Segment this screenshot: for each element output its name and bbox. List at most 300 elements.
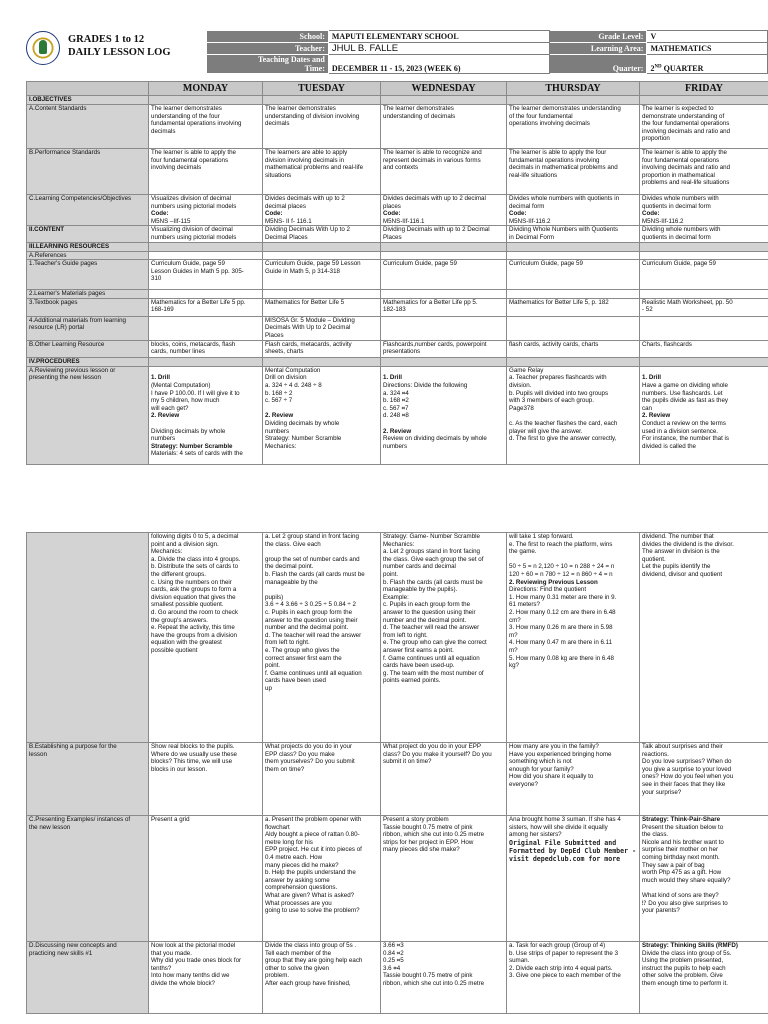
dates-label-line1: Teaching Dates and — [258, 55, 325, 64]
cell-line: point. — [265, 662, 281, 670]
cell-thursday — [507, 251, 640, 260]
cell-monday — [149, 533, 263, 743]
cell-line: (Mental Computation) — [151, 381, 211, 389]
cell-thursday — [507, 226, 640, 242]
lesson-table-page-1 — [26, 81, 768, 465]
cell-friday — [640, 149, 768, 195]
cell-line: Divides whole numbers with quotients in — [509, 195, 620, 202]
lesson-row — [27, 816, 768, 942]
cell-line: 120 ÷ 60 = n 780 ÷ 12 = n 860 ÷ 4 = n — [509, 570, 613, 578]
cell-line: 2. Review — [151, 412, 180, 420]
cell-line: Divide the class into group of 5s . — [265, 942, 357, 949]
row-label-line: C.Learning Competencies/Objectives — [29, 195, 132, 202]
cell-line: Dividing decimals by whole — [151, 427, 226, 435]
cell-line: Dividing Decimals with up to 2 Decimal — [383, 226, 490, 234]
cell-line: Example: — [383, 593, 409, 601]
cell-line: flowchart — [265, 823, 290, 831]
cell-line: a. Let 2 groups stand in front facing — [383, 548, 480, 556]
cell-line: 3.6 ⌗4 — [383, 964, 401, 972]
cell-line: Game Relay — [509, 366, 544, 374]
cell-monday — [149, 105, 263, 149]
cell-line: Using the problem presented, — [642, 957, 724, 965]
cell-line: What kind of sons are they? — [642, 891, 719, 899]
cell-line: c. 567 ÷ 7 — [265, 397, 293, 405]
cell-line: the pupils divide as fast as they — [642, 397, 728, 405]
cell-line: number cards and decimal — [383, 563, 456, 571]
cell-line: numbers — [383, 442, 408, 450]
day-header-row — [27, 82, 768, 96]
row-label-line: 4.Additional materials from learning — [29, 316, 126, 324]
cell-line: Mechanics: — [151, 548, 183, 556]
cell-line: quotients in decimal form — [642, 202, 711, 210]
cell-line: The learner is able to apply the — [151, 149, 236, 156]
area-label: Learning Area: — [550, 43, 647, 55]
cell-line: They saw a pair of bag — [642, 861, 705, 869]
cell-line — [509, 556, 637, 564]
deped-seal-icon — [26, 31, 60, 65]
section-label: IV.PROCEDURES — [27, 357, 149, 366]
cell-line: Strategy: Number Scramble — [151, 442, 233, 450]
row-label — [27, 298, 149, 316]
cell-line: divide the whole block? — [151, 979, 215, 987]
cell-line: situations — [265, 171, 292, 179]
row-label-line: the new lesson — [29, 823, 71, 831]
cell-line — [265, 405, 378, 413]
cell-line: What are given? What is asked? — [265, 891, 355, 899]
cell-line: Decimal Places — [265, 233, 308, 241]
cell-line: d. The teacher will read the answer — [383, 624, 480, 632]
cell-line: operations involving decimals — [509, 120, 590, 128]
cell-line: class? Do you make it yourself? Do you — [383, 750, 492, 758]
cell-line: 3.6 ÷ 4 3.66 ÷ 3 0.25 ÷ 5 0.84 ÷ 2 — [265, 601, 356, 609]
cell-thursday — [507, 816, 640, 942]
cell-line: will each get? — [151, 404, 189, 412]
grade-value: V — [647, 31, 768, 43]
school-value: MAPUTI ELEMENTARY SCHOOL — [328, 31, 550, 43]
row-label-line: practicing new skills #1 — [29, 949, 93, 957]
cell-line: Places — [383, 233, 402, 241]
cell-line: M5NS-IIf-116.2 — [642, 217, 684, 225]
cell-line: correct answer first earn the — [265, 654, 342, 662]
section-label: I.OBJECTIVES — [27, 96, 149, 105]
cell-line: divided is called the — [642, 442, 697, 450]
row-label — [27, 105, 149, 149]
cell-line: b. Flash the cards (all cards must be — [383, 578, 483, 586]
cell-line: g. The team with the most number of — [383, 669, 484, 677]
cell-line: Places — [265, 331, 284, 339]
cell-tuesday — [263, 316, 381, 340]
cell-monday — [149, 226, 263, 242]
quarter-number: 2 — [650, 64, 655, 73]
cell-line: manageable by the pupils). — [383, 586, 458, 594]
cell-line: 168-169 — [151, 306, 174, 314]
cell-thursday — [507, 316, 640, 340]
cell-line: enough for your family? — [509, 765, 574, 773]
cell-line: b. Flash the cards (all cards must be — [265, 570, 365, 578]
cell-line: your surprise? — [642, 788, 682, 796]
cell-line: proportion — [642, 135, 670, 143]
cell-line: What project do you do in your EPP — [383, 743, 482, 750]
cell-line: Flashcards,number cards, powerpoint — [383, 340, 487, 348]
cell-line: among her sisters? — [509, 831, 562, 839]
lesson-row — [27, 105, 768, 149]
lesson-row — [27, 316, 768, 340]
cell-line: involving decimals — [151, 164, 202, 172]
cell-line: the class. Give each group the set of — [383, 555, 484, 563]
cell-line: Code: — [509, 210, 527, 218]
cell-line: The learner demonstrates understanding — [509, 105, 621, 112]
dates-value: DECEMBER 11 - 15, 2023 (WEEK 6) — [328, 55, 550, 74]
cell-line: equation with the greatest — [151, 639, 222, 647]
cell-line: The learner demonstrates — [383, 105, 454, 112]
cell-line: ribbon, which she cut into 0.25 metre — [383, 979, 485, 987]
cell-line: dividend, divisor and quotient — [642, 570, 723, 578]
section-cell — [507, 96, 640, 105]
cell-line: 2. Divide each strip into 4 equal parts. — [509, 964, 613, 972]
cell-line: worth Php 475 as a gift. How — [642, 869, 722, 877]
cell-wednesday — [381, 226, 507, 242]
cell-line: 2. Reviewing Previous Lesson — [509, 578, 598, 586]
cell-line: your parents? — [642, 907, 680, 915]
page-gap — [0, 478, 768, 524]
cell-line: something which is not — [509, 758, 572, 766]
cell-line: with 3 members of each group. — [509, 397, 594, 405]
cell-line: c. Pupils in each group form the — [383, 601, 471, 609]
row-label — [27, 533, 149, 743]
cell-thursday — [507, 366, 640, 464]
cell-line: c. Pupils in each group form the — [265, 608, 353, 616]
cell-line: division equation that gives the — [151, 593, 236, 601]
cell-line: Strategy: Game- Number Scramble — [383, 533, 480, 540]
cell-line: four fundamental operations — [151, 156, 229, 164]
cell-line: in Decimal Form — [509, 233, 555, 241]
section-cell — [149, 242, 263, 251]
teacher-label: Teacher: — [207, 43, 329, 55]
cell-line: The learner demonstrates — [151, 105, 222, 112]
cell-line: 2. Review — [265, 412, 294, 420]
cell-line: ribbon, which she cut into 0.25 metre — [383, 831, 485, 839]
lesson-row — [27, 366, 768, 464]
cell-line: Decimals With Up to 2 Decimal — [265, 324, 351, 332]
cell-tuesday — [263, 366, 381, 464]
row-label — [27, 340, 149, 357]
row-label — [27, 290, 149, 299]
cell-line: - 52 — [642, 306, 653, 314]
cell-line: the group's answers. — [151, 616, 208, 624]
cell-line: division involving decimals in — [265, 156, 345, 164]
day-header-wednesday: WEDNESDAY — [381, 82, 507, 96]
cell-line: 182-183 — [383, 306, 406, 314]
cell-line: number and the decimal point. — [383, 616, 467, 624]
cell-line: Realistic Math Worksheet, pp. 50 — [642, 298, 733, 306]
lesson-row — [27, 743, 768, 816]
cell-line: many pieces did he make? — [265, 861, 339, 869]
cell-thursday — [507, 149, 640, 195]
cell-tuesday — [263, 942, 381, 1014]
cell-line: fundamental operations involving — [509, 156, 600, 164]
section-cell — [149, 96, 263, 105]
cell-line: e. Repeat the activity, this time — [151, 624, 235, 632]
area-value: MATHEMATICS — [647, 43, 768, 55]
row-label — [27, 251, 149, 260]
cell-line: kg? — [509, 662, 519, 670]
cell-line: d. 248 ⌗8 — [383, 412, 409, 420]
cell-line: a. 324 ÷ 4 d. 248 ÷ 8 — [265, 381, 322, 389]
cell-monday — [149, 260, 263, 290]
quarter-value — [647, 55, 768, 74]
section-cell — [381, 357, 507, 366]
cell-line: four fundamental operations — [642, 156, 720, 164]
cell-line: understanding of the four — [151, 112, 220, 120]
cell-wednesday — [381, 743, 507, 816]
cell-line: Mathematics for Better Life 5, p. 182 — [509, 298, 609, 306]
cell-wednesday — [381, 316, 507, 340]
cell-line: blocks? This time, we will use — [151, 758, 233, 766]
cell-line: decimal places — [265, 202, 306, 210]
cell-line: What processes are you — [265, 899, 332, 907]
day-header-monday: MONDAY — [149, 82, 263, 96]
watermark-line: visit depedclub.com for more — [509, 854, 621, 863]
cell-line: M5NS –IIf-115 — [151, 217, 191, 225]
cell-line: 2. How many 0.12 cm are there in 6.48 — [509, 608, 616, 616]
lesson-row — [27, 226, 768, 242]
cell-line: Code: — [265, 210, 283, 218]
cell-line: represent decimals in various forms — [383, 156, 481, 164]
cell-line: can — [642, 404, 652, 412]
cell-line: f. Game continues until all equation — [383, 654, 480, 662]
cell-line: Curriculum Guide, page 59 — [642, 260, 716, 268]
quarter-suffix: ND — [654, 64, 662, 70]
day-header-friday: FRIDAY — [640, 82, 768, 96]
cell-line: point. — [383, 570, 399, 578]
cell-line: Have you experienced bringing home — [509, 750, 612, 758]
corner-cell — [27, 82, 149, 96]
dll-header — [26, 30, 768, 76]
cell-line: 1. Drill — [151, 374, 170, 382]
cell-line: The learner demonstrates — [265, 105, 336, 112]
cell-line: quotient. — [642, 555, 666, 563]
cell-line: 3. Give one piece to each member of the — [509, 972, 621, 980]
cell-line: Curriculum Guide, page 59 — [151, 260, 225, 268]
cell-line: number and the decimal point. — [265, 624, 349, 632]
cell-line: the decimal point. — [265, 563, 314, 571]
cell-tuesday — [263, 340, 381, 357]
cell-line: Page378 — [509, 404, 534, 412]
cell-line: presentations — [383, 348, 421, 356]
cell-line: decimals — [265, 120, 290, 128]
cell-line: 1. Drill — [383, 374, 402, 382]
cell-line: the four fundamental operations — [642, 120, 730, 128]
cell-line: blocks in our lesson. — [151, 765, 208, 773]
row-label-line: 3.Textbook pages — [29, 298, 78, 306]
cell-line: Where do we usually use these — [151, 750, 237, 758]
cell-friday — [640, 226, 768, 242]
cell-line: cards, ask the groups to form a — [151, 586, 237, 594]
cell-line: Aldy bought a piece of rattan 0.80- — [265, 831, 360, 839]
row-label-line: A.Reviewing previous lesson or — [29, 366, 116, 374]
cell-line: Curriculum Guide, page 59 Lesson — [265, 260, 361, 268]
cell-line: M5NS- II f- 116.1 — [265, 217, 312, 225]
cell-line: What projects do you do in your — [265, 743, 353, 750]
section-row — [27, 357, 768, 366]
cell-line: The learners are able to apply — [265, 149, 348, 156]
row-label-line: resource (LR) portal — [29, 324, 85, 332]
cell-line: points earned points. — [383, 677, 441, 685]
lesson-row — [27, 942, 768, 1014]
section-cell — [381, 242, 507, 251]
cell-line: Present the situation below to — [642, 823, 724, 831]
cell-line: How many are you in the family? — [509, 743, 599, 750]
cell-line: Code: — [383, 210, 401, 218]
cell-line: numbers — [265, 427, 290, 435]
cell-line: ⁉ Do you also give surprises to — [642, 899, 728, 907]
cell-line: Talk about surprises and their — [642, 743, 723, 750]
cell-line: The learner is able to apply the — [642, 149, 727, 156]
cell-line: will take 1 step forward. — [509, 533, 574, 540]
cell-line: division. — [509, 381, 532, 389]
cell-line: understanding of division involving — [265, 112, 360, 120]
cell-line: 0.4 metre each. How — [265, 853, 323, 861]
row-label-line: A.Content Standards — [29, 105, 87, 112]
cell-line: Show real blocks to the pupils. — [151, 743, 235, 750]
cell-line: other to solve the given — [265, 964, 329, 972]
day-header-thursday: THURSDAY — [507, 82, 640, 96]
cell-line: After each group have finished, — [265, 979, 351, 987]
cell-line: 61 meters? — [509, 601, 540, 609]
cell-line: Present a story problem — [383, 816, 449, 823]
lesson-row — [27, 260, 768, 290]
cell-wednesday — [381, 195, 507, 226]
cell-line: numbers — [151, 435, 176, 443]
cell-thursday — [507, 743, 640, 816]
cell-line: The learner is able to recognize and — [383, 149, 482, 156]
cell-line: tenths? — [151, 964, 172, 972]
cell-line: involving decimals and ratio and — [642, 127, 731, 135]
cell-line: Now look at the pictorial model — [151, 942, 236, 949]
cell-friday — [640, 340, 768, 357]
cell-tuesday — [263, 149, 381, 195]
cell-monday — [149, 366, 263, 464]
cell-line: e. The first to reach the platform, wins — [509, 540, 613, 548]
cell-line: Drill on division — [265, 374, 307, 382]
cell-line: divides the dividend is the divisor. — [642, 540, 734, 548]
day-header-tuesday: TUESDAY — [263, 82, 381, 96]
cell-line: of the four fundamental — [509, 112, 573, 120]
cell-line — [642, 367, 766, 375]
cell-line: d. The first to give the answer correctly, — [509, 435, 617, 443]
cell-tuesday — [263, 105, 381, 149]
cell-line: Visualizing division of decimal — [151, 226, 233, 234]
lesson-row — [27, 290, 768, 299]
section-cell — [507, 357, 640, 366]
row-label-line: II.CONTENT — [29, 226, 65, 234]
cell-line — [383, 420, 504, 428]
cell-line: Tassie bought 0.75 metre of pink — [383, 823, 473, 831]
row-label-line: lesson — [29, 750, 47, 758]
cell-line: 310 — [151, 275, 162, 283]
cell-line: M5NS-IIf-116.2 — [509, 217, 551, 225]
cell-line: 2. Review — [642, 412, 671, 420]
cell-tuesday — [263, 226, 381, 242]
cell-tuesday — [263, 743, 381, 816]
cell-line: Code: — [151, 210, 169, 218]
section-row — [27, 96, 768, 105]
cell-line: dividend. The number that — [642, 533, 714, 540]
cell-line: my 5 children, how much — [151, 397, 220, 405]
row-label — [27, 226, 149, 242]
cell-line: c. 567 ⌗7 — [383, 404, 409, 412]
cell-line: the different groups. — [151, 570, 206, 578]
cell-monday — [149, 195, 263, 226]
cell-line: the game. — [509, 548, 537, 556]
cell-line: from left to right. — [265, 639, 310, 647]
cell-friday — [640, 316, 768, 340]
row-label-line: 1.Teacher's Guide pages — [29, 260, 98, 268]
cell-line: smallest possible quotient. — [151, 601, 224, 609]
school-label: School: — [207, 31, 329, 43]
cell-line: m? — [509, 631, 518, 639]
cell-line: them yourselves? Do you submit — [265, 758, 355, 766]
cell-line: a. Teacher prepares flashcards with — [509, 374, 607, 382]
cell-tuesday — [263, 260, 381, 290]
cell-tuesday — [263, 298, 381, 316]
cell-line: them on time? — [265, 765, 305, 773]
cell-line: up — [265, 684, 272, 692]
cell-thursday — [507, 195, 640, 226]
cell-line: Mathematics for a Better Life pp 5. — [383, 298, 478, 306]
cell-line: Mechanics: — [383, 540, 415, 548]
cell-line: b. Help the pupils understand the — [265, 869, 356, 877]
cell-line: coming birthday next month. — [642, 853, 720, 861]
cell-line: c. As the teacher flashes the card, each — [509, 419, 618, 427]
cell-monday — [149, 743, 263, 816]
cell-line: numbers using pictorial models — [151, 233, 237, 241]
cell-line: pupils) — [265, 593, 284, 601]
cell-wednesday — [381, 149, 507, 195]
row-label — [27, 743, 149, 816]
grade-label: Grade Level: — [550, 31, 647, 43]
cell-line: b. 168 ÷ 2 — [265, 389, 293, 397]
cell-line: Materials: 4 sets of cards with the — [151, 450, 243, 458]
cell-friday — [640, 105, 768, 149]
cell-tuesday — [263, 533, 381, 743]
cell-line: decimals in mathematical problems and — [509, 164, 618, 172]
cell-line: Present a grid — [151, 816, 190, 823]
cell-line: Directions: Find the quotient — [509, 586, 587, 594]
row-label-line: 2.Learner's Materials pages — [29, 290, 106, 298]
cell-tuesday — [263, 251, 381, 260]
cell-thursday — [507, 533, 640, 743]
cell-line: a. 324 ⌗4 — [383, 389, 409, 397]
document-title — [68, 33, 171, 59]
cell-line: player will give the answer. — [509, 427, 583, 435]
cell-line: a. Divide the class into 4 groups. — [151, 555, 241, 563]
cell-thursday — [507, 290, 640, 299]
cell-line: and contexts — [383, 164, 419, 172]
cell-line: Mathematics for Better Life 5 — [265, 298, 345, 306]
cell-line — [642, 884, 766, 892]
cell-line — [509, 412, 637, 420]
section-cell — [263, 242, 381, 251]
cell-line: Divide the class into group of 5s. — [642, 949, 732, 957]
cell-tuesday — [263, 290, 381, 299]
cell-line: Tell each member of the — [265, 949, 332, 957]
cell-line: cm? — [509, 616, 521, 624]
cell-monday — [149, 942, 263, 1014]
section-cell — [149, 357, 263, 366]
cell-line: EPP class? Do you make — [265, 750, 335, 758]
lesson-row — [27, 251, 768, 260]
